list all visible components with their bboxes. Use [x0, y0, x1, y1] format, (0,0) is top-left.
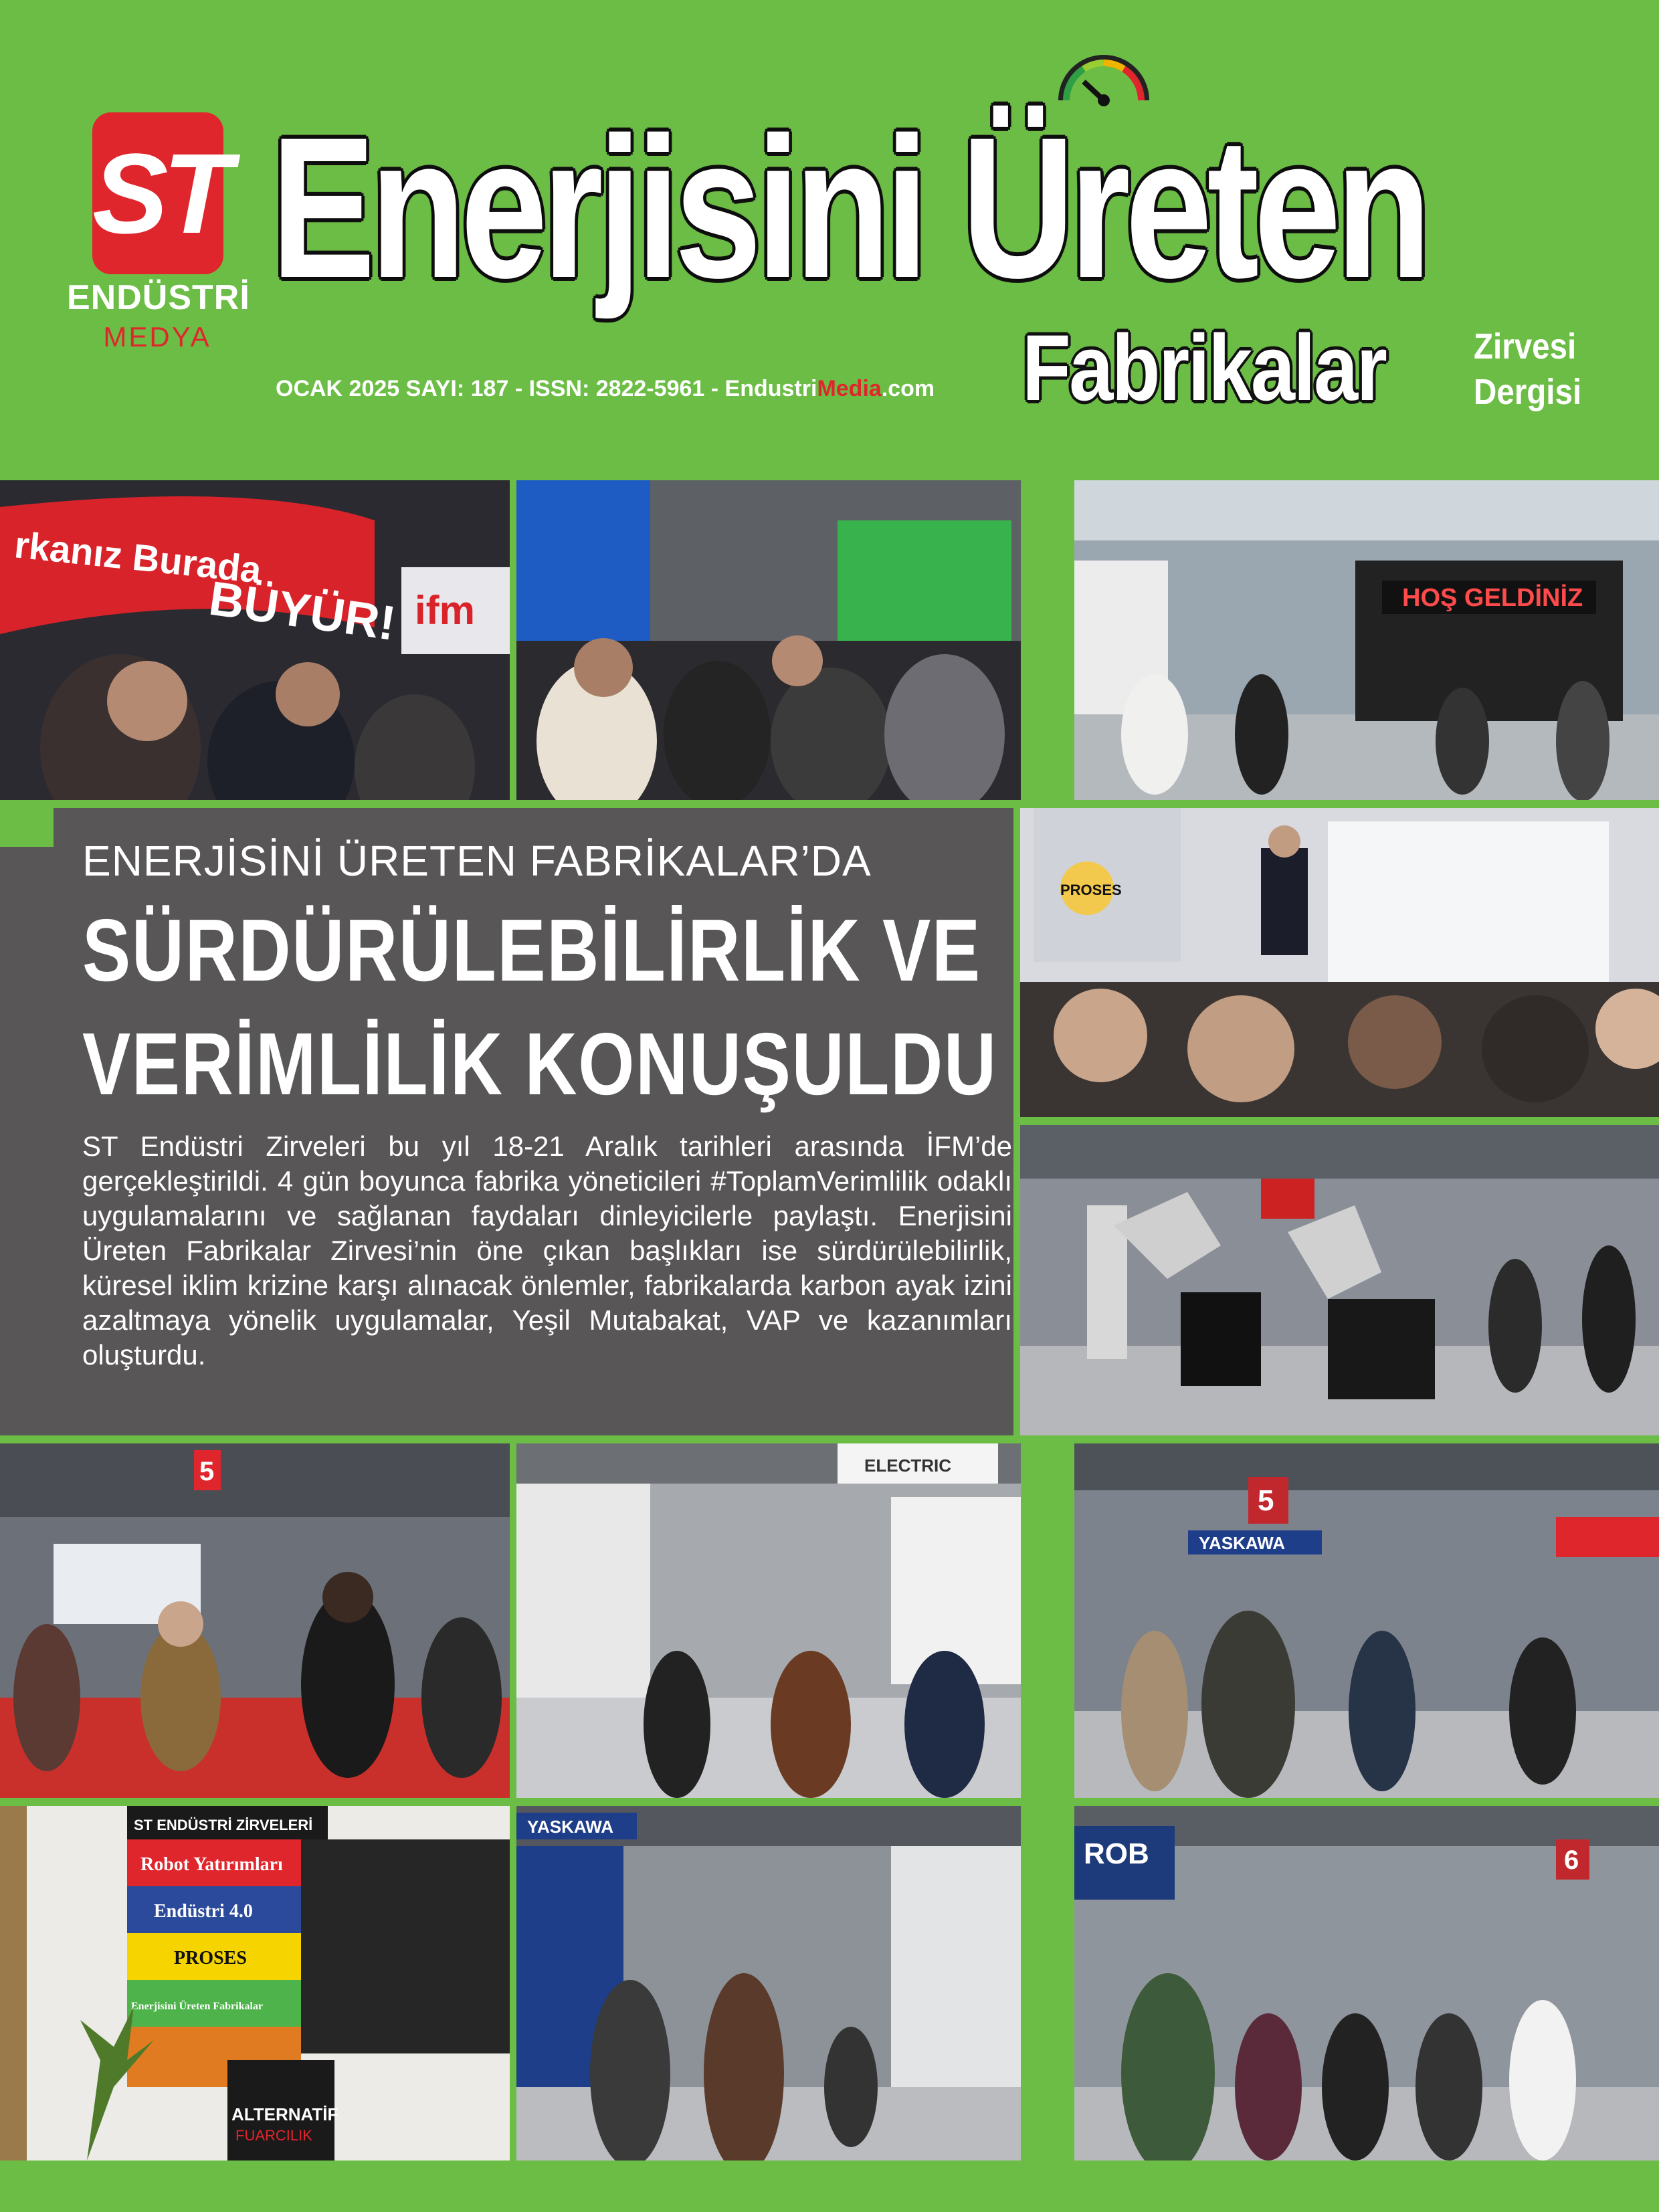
logo-text-endustri: ENDÜSTRİ — [67, 278, 250, 317]
rob-sign: ROB — [1084, 1837, 1149, 1870]
photo-robots-exhibit — [1020, 1125, 1659, 1435]
hall-number: 5 — [1258, 1484, 1274, 1517]
photo-crowd-booth — [516, 480, 1021, 800]
stand-item-endustri: Endüstri 4.0 — [154, 1901, 253, 1922]
photo-conference-speaker — [1020, 808, 1659, 1117]
photo-ifm-stand — [0, 480, 510, 800]
article-kicker: ENERJİSİNİ ÜRETEN FABRİKALAR’DA — [82, 837, 872, 885]
photo-st-endustri-stand — [0, 1806, 510, 2160]
ifm-logo-text: ifm — [415, 588, 475, 633]
article-headline-line1: SÜRDÜRÜLEBİLİRLİK VE — [82, 901, 981, 999]
brand-sign: ELECTRIC — [864, 1455, 951, 1476]
photo-yaskawa-booth — [1074, 1443, 1659, 1798]
booth-fuarcilik: FUARCILIK — [235, 2127, 312, 2144]
article-body: ST Endüstri Zirveleri bu yıl 18-21 Aralık tarihleri arasında İFM’de gerçekleştirildi. 4 gün boyunca fabrika yöneticileri #ToplamVerimlilik odaklı uygulamalarını ve sağlanan faydaları dinleyicilerle paylaştı. Enerjisini Üreten Fabrikalar Zirvesi’nin öne çıkan başlıkları ise sürdürülebilirlik, küresel iklim krizine karşı alınacak önlemler, fabrikalarda karbon ayak izini azaltmaya yönelik uygulamalar, Yeşil Mutabakat, VAP ve kazanımları oluşturdu. — [82, 1130, 1012, 1371]
sign-text-2: BÜYÜR! — [205, 571, 399, 651]
welcome-sign: HOŞ GELDİNİZ — [1402, 584, 1583, 612]
photo-audience-red-carpet — [0, 1443, 510, 1798]
site-suffix: .com — [881, 376, 935, 401]
hall-number: 6 — [1564, 1845, 1579, 1875]
booth-alternatif: ALTERNATİF — [231, 2104, 338, 2124]
site-media: Media — [817, 376, 882, 401]
sign-text: rkanız Burada — [12, 523, 264, 591]
proses-sign: PROSES — [1060, 882, 1122, 898]
masthead-suffix-dergisi: Dergisi — [1474, 372, 1582, 412]
stand-item-robot: Robot Yatırımları — [140, 1854, 283, 1875]
site-prefix: Endustri — [724, 376, 817, 401]
footer-bar — [0, 2167, 1659, 2212]
logo-mark: ST — [92, 130, 227, 258]
panel-accent — [0, 808, 54, 847]
hall-number: 5 — [199, 1457, 215, 1486]
yaskawa-sign: YASKAWA — [1199, 1533, 1286, 1553]
masthead-subtitle: Fabrikalar — [1022, 315, 1386, 420]
yaskawa-sign: YASKAWA — [527, 1817, 614, 1837]
masthead-suffix-zirvesi: Zirvesi — [1474, 326, 1577, 367]
logo-text-medya: MEDYA — [103, 321, 211, 353]
photo-rob-factories-aisle — [1074, 1806, 1659, 2160]
photo-hos-geldiniz — [1074, 480, 1659, 800]
stand-item-enerji: Enerjisini Üreten Fabrikalar — [131, 2001, 264, 2012]
issue-details: OCAK 2025 SAYI: 187 - ISSN: 2822-5961 - — [276, 376, 725, 401]
photo-yaskawa-aisle — [516, 1806, 1021, 2160]
stand-header: ST ENDÜSTRİ ZİRVELERİ — [134, 1817, 313, 1833]
issue-info — [276, 376, 935, 402]
stand-item-proses: PROSES — [174, 1948, 247, 1969]
photo-mitsubishi-aisle — [516, 1443, 1021, 1798]
masthead-title: Enerjisini Üreten — [271, 95, 1426, 320]
article-headline-line2: VERİMLİLİK KONUŞULDU — [82, 1015, 997, 1113]
